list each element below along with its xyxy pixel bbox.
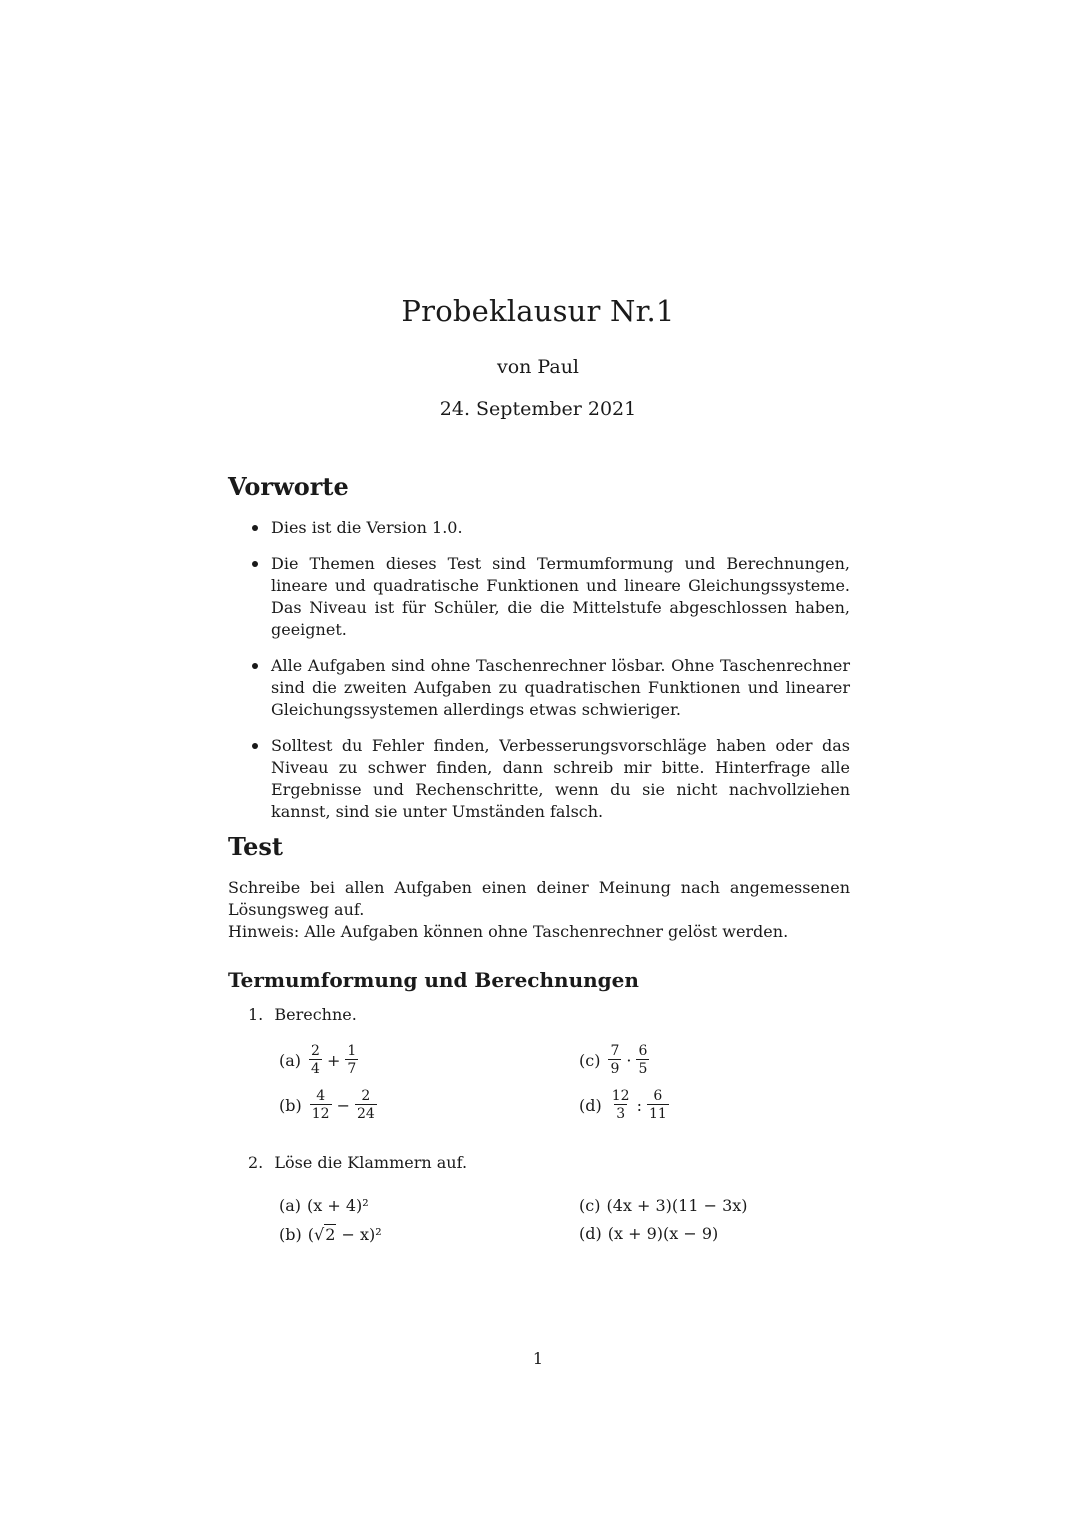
numerator: 1 <box>347 1043 357 1059</box>
test-hint: Hinweis: Alle Aufgaben können ohne Taschenrechner gelöst werden. <box>228 922 789 941</box>
fraction <box>608 1043 621 1077</box>
expression-rest: − x)² <box>336 1225 382 1244</box>
task-1c <box>579 1043 651 1077</box>
bullet-icon <box>252 743 258 749</box>
vorworte-heading: Vorworte <box>228 472 349 501</box>
operator: · <box>626 1050 632 1070</box>
subtask-label: (d) <box>579 1095 602 1115</box>
task-text: Berechne. <box>274 1005 357 1024</box>
task-2c <box>579 1196 748 1215</box>
task-1a <box>279 1043 360 1077</box>
denominator: 11 <box>648 1106 667 1122</box>
task-number: 2. <box>248 1153 264 1172</box>
numerator: 6 <box>653 1088 663 1104</box>
test-heading: Test <box>228 832 283 861</box>
subtask-label: (b) <box>279 1095 302 1115</box>
fraction <box>310 1088 332 1122</box>
document-date: 24. September 2021 <box>439 398 637 420</box>
task-1b <box>279 1088 379 1122</box>
subtask-label: (a) <box>279 1050 302 1070</box>
bullet-icon <box>252 663 258 669</box>
document-title: Probeklausur Nr.1 <box>401 294 675 328</box>
task-2b <box>279 1224 382 1244</box>
bullet-icon <box>252 561 258 567</box>
numerator: 4 <box>316 1088 326 1104</box>
task-2 <box>248 1153 467 1172</box>
list-item-text: Dies ist die Version 1.0. <box>271 518 463 537</box>
list-item-text: Die Themen dieses Test sind Termumformung und Berechnungen, lineare und quadratische Funktionen und lineare Gleichungssysteme. Das Niveau ist für Schüler, die die Mittelstufe abgeschlossen haben, geeignet. <box>271 554 850 639</box>
list-item-text: Alle Aufgaben sind ohne Taschenrechner lösbar. Ohne Taschenrechner sind die zweiten Aufgaben zu quadratischen Funktionen und linearer Gleichungssystemen allerdings etwas schwieriger. <box>271 656 850 719</box>
expression <box>308 1224 382 1244</box>
expression: (x + 9)(x − 9) <box>607 1224 719 1243</box>
task-1d <box>579 1088 671 1122</box>
denominator: 9 <box>610 1061 620 1077</box>
fraction <box>647 1088 669 1122</box>
list-item <box>228 517 850 539</box>
vorworte-list <box>228 517 850 837</box>
document-author: von Paul <box>496 356 580 378</box>
denominator: 12 <box>311 1106 330 1122</box>
numerator: 7 <box>610 1043 620 1059</box>
task-2d <box>579 1224 718 1243</box>
denominator: 7 <box>347 1061 357 1077</box>
radicand: 2 <box>325 1225 336 1244</box>
numerator: 2 <box>361 1088 371 1104</box>
numerator: 2 <box>311 1043 320 1059</box>
section-heading: Termumformung und Berechnungen <box>228 968 639 992</box>
test-intro: Schreibe bei allen Aufgaben einen deiner Meinung nach angemessenen Lösungsweg auf. <box>228 878 850 919</box>
fraction <box>610 1088 632 1122</box>
fraction <box>355 1088 377 1122</box>
task-text: Löse die Klammern auf. <box>274 1153 468 1172</box>
list-item-text: Solltest du Fehler finden, Verbesserungsvorschläge haben oder das Niveau zu schwer finden, dann schreib mir bitte. Hinterfrage alle Ergebnisse und Rechenschritte, wenn du sie nicht nachvollziehen kannst, sind sie unter Umständen falsch. <box>271 736 850 821</box>
task-1 <box>248 1005 357 1024</box>
subtask-label: (d) <box>579 1224 602 1243</box>
numerator: 12 <box>611 1088 630 1104</box>
denominator: 5 <box>638 1061 648 1077</box>
numerator: 6 <box>638 1043 648 1059</box>
list-item <box>228 553 850 641</box>
operator: − <box>336 1095 350 1115</box>
task-number: 1. <box>248 1005 264 1024</box>
denominator: 3 <box>616 1106 626 1122</box>
operator: + <box>326 1050 341 1070</box>
fraction <box>636 1043 649 1077</box>
fraction <box>309 1043 322 1077</box>
task-2a <box>279 1196 369 1215</box>
denominator: 4 <box>311 1061 320 1077</box>
subtask-label: (c) <box>579 1196 601 1215</box>
denominator: 24 <box>356 1106 375 1122</box>
open-paren: ( <box>307 1225 314 1244</box>
page-number: 1 <box>532 1349 544 1368</box>
operator: : <box>636 1095 642 1115</box>
fraction <box>345 1043 358 1077</box>
subtask-label: (b) <box>279 1224 302 1244</box>
subtask-label: (a) <box>279 1196 302 1215</box>
square-root-icon: √ 2 <box>313 1225 336 1244</box>
subtask-label: (c) <box>579 1050 601 1070</box>
expression: (x + 4)² <box>307 1196 369 1215</box>
list-item <box>228 655 850 721</box>
list-item <box>228 735 850 823</box>
bullet-icon <box>252 525 258 531</box>
expression: (4x + 3)(11 − 3x) <box>606 1196 748 1215</box>
